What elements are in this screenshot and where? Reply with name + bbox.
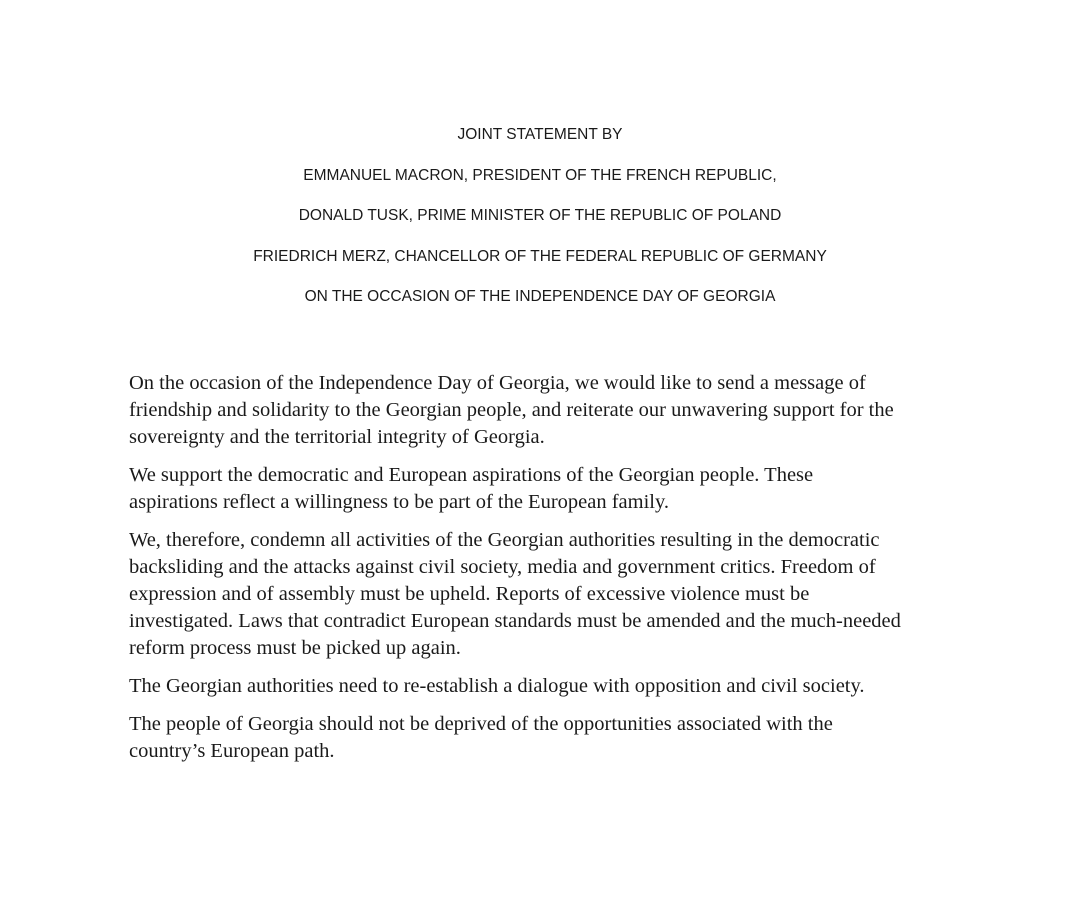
text-line: country’s European path. — [129, 740, 335, 762]
text-line: The people of Georgia should not be deprived of the opportunities associated with the — [129, 713, 833, 735]
paragraph-european-path — [129, 711, 969, 765]
text-line: expression and of assembly must be upheld. Reports of excessive violence must be — [129, 583, 810, 605]
text-line: We, therefore, condemn all activities of the Georgian authorities resulting in the democratic — [129, 529, 880, 551]
statement-body — [129, 370, 969, 776]
text-line: sovereignty and the territorial integrity of Georgia. — [129, 426, 545, 448]
paragraph-condemnation — [129, 527, 969, 662]
header-signatory-merz: FRIEDRICH MERZ, CHANCELLOR OF THE FEDERAL REPUBLIC OF GERMANY — [253, 247, 827, 265]
header-signatory-tusk: DONALD TUSK, PRIME MINISTER OF THE REPUBLIC OF POLAND — [298, 207, 782, 224]
header-occasion: ON THE OCCASION OF THE INDEPENDENCE DAY OF GEORGIA — [304, 288, 776, 305]
text-line: backsliding and the attacks against civil society, media and government critics. Freedom of — [129, 556, 876, 578]
text-line: reform process must be picked up again. — [129, 637, 461, 659]
statement-header — [0, 125, 1080, 328]
paragraph-dialogue — [129, 673, 969, 700]
paragraph-aspirations — [129, 462, 969, 516]
text-line: friendship and solidarity to the Georgian people, and reiterate our unwavering support for the — [129, 399, 894, 421]
header-signatory-macron: EMMANUEL MACRON, PRESIDENT OF THE FRENCH REPUBLIC, — [303, 166, 777, 184]
text-line: The Georgian authorities need to re-establish a dialogue with opposition and civil society. — [129, 675, 865, 697]
header-title: JOINT STATEMENT BY — [457, 126, 623, 143]
text-line: aspirations reflect a willingness to be part of the European family. — [129, 491, 670, 513]
text-line: On the occasion of the Independence Day of Georgia, we would like to send a message of — [129, 372, 866, 394]
text-line: We support the democratic and European aspirations of the Georgian people. These — [129, 464, 814, 486]
text-line: investigated. Laws that contradict European standards must be amended and the much-needed — [129, 610, 901, 632]
paragraph-solidarity — [129, 370, 969, 451]
